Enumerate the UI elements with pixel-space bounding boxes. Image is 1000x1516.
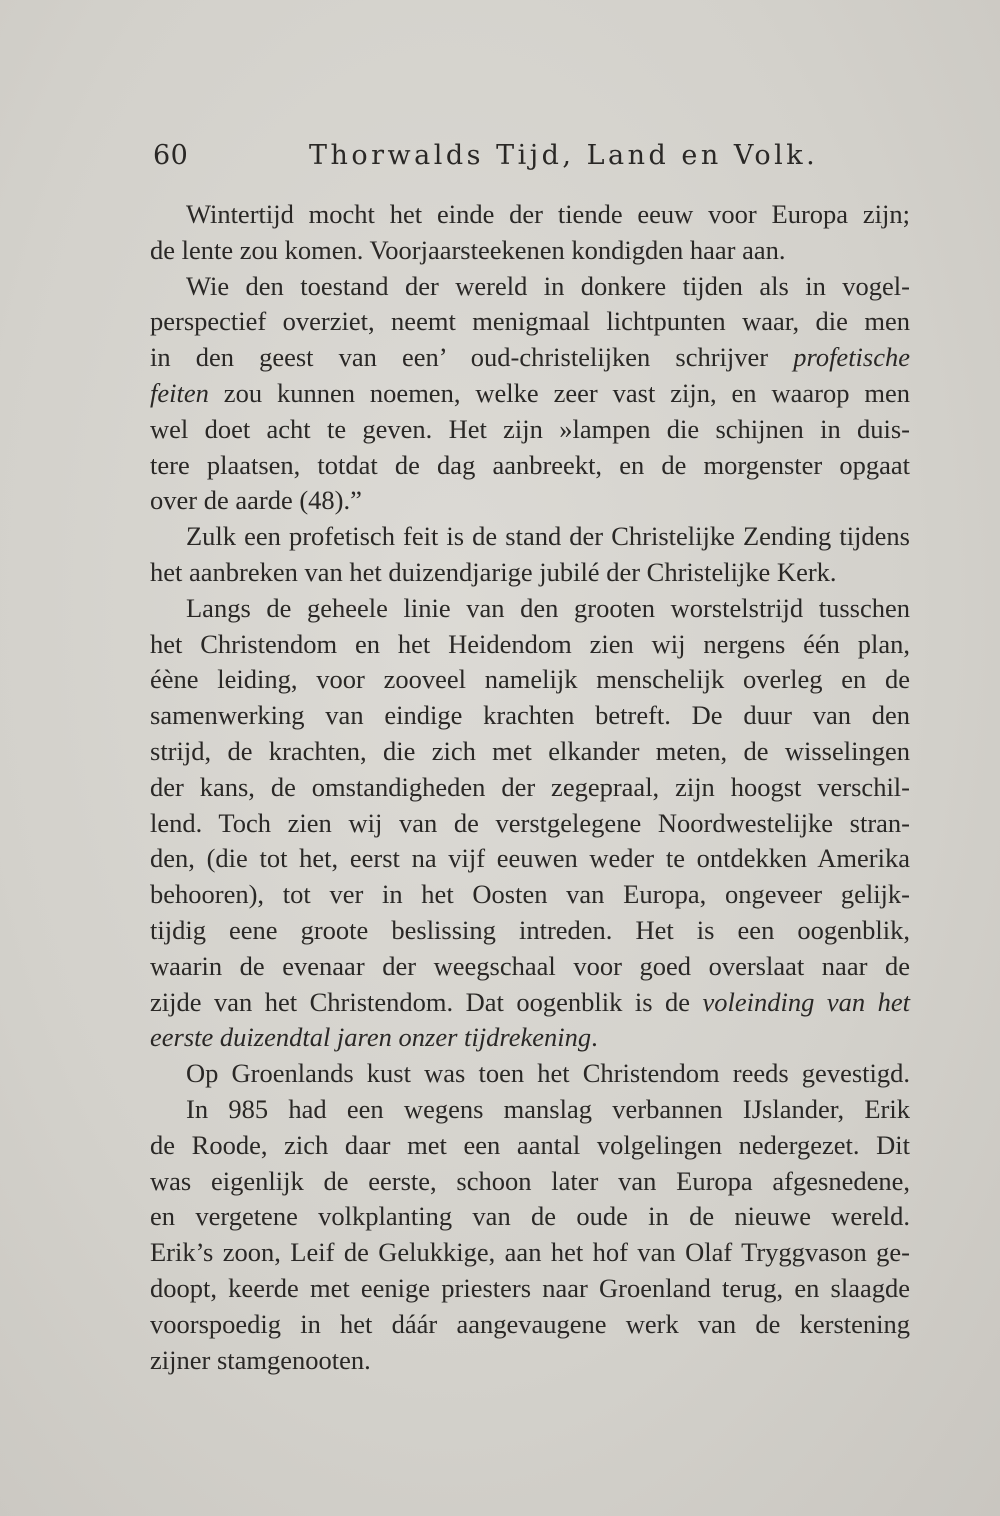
text-line bbox=[150, 1271, 910, 1307]
text-line bbox=[150, 627, 910, 663]
text-line bbox=[150, 877, 910, 913]
running-head: Thorwalds Tijd, Land en Volk. bbox=[309, 140, 819, 171]
text-segment: Erik’s zoon, Leif de Gelukkige, aan het hof van Olaf Tryggvason ge- bbox=[150, 1237, 910, 1268]
text-line bbox=[150, 448, 910, 484]
body-text bbox=[150, 197, 910, 1378]
text-line bbox=[150, 734, 910, 770]
text-line bbox=[150, 1343, 910, 1379]
text-line bbox=[150, 1199, 910, 1235]
text-line bbox=[150, 1164, 910, 1200]
text-segment: wel doet acht te geven. Het zijn »lampen die schijnen in duis- bbox=[150, 413, 910, 444]
text-line bbox=[150, 591, 910, 627]
text-line bbox=[150, 1056, 910, 1092]
text-line bbox=[150, 376, 910, 412]
text-line bbox=[150, 806, 910, 842]
text-line bbox=[150, 913, 910, 949]
text-line bbox=[150, 197, 910, 233]
text-line bbox=[150, 1092, 910, 1128]
text-segment: Op Groenlands kust was toen het Christendom reeds gevestigd. bbox=[186, 1058, 910, 1089]
text-segment: Langs de geheele linie van den grooten worstelstrijd tusschen bbox=[186, 592, 910, 623]
text-line bbox=[150, 304, 910, 340]
text-segment: en vergetene volkplanting van de oude in de nieuwe wereld. bbox=[150, 1201, 910, 1232]
text-segment: was eigenlijk de eerste, schoon later van Europa afgesnedene, bbox=[150, 1165, 910, 1196]
text-segment: strijd, de krachten, die zich met elkander meten, de wisselingen bbox=[150, 735, 910, 766]
text-segment: lend. Toch zien wij van de verstgelegene Noordwestelijke stran- bbox=[150, 807, 910, 838]
text-line bbox=[150, 1020, 910, 1056]
text-line bbox=[150, 483, 910, 519]
text-segment: zijner stamgenooten. bbox=[150, 1344, 371, 1375]
text-line bbox=[150, 985, 910, 1021]
text-segment: tere plaatsen, totdat de dag aanbreekt, en de morgenster opgaat bbox=[150, 449, 910, 480]
text-line bbox=[150, 770, 910, 806]
text-segment: der kans, de omstandigheden der zegepraal, zijn hoogst verschil- bbox=[150, 771, 910, 802]
text-segment: Wintertijd mocht het einde der tiende eeuw voor Europa zijn; bbox=[186, 199, 910, 229]
text-segment: perspectief overziet, neemt menigmaal lichtpunten waar, die men bbox=[150, 306, 910, 337]
text-segment: Zulk een profetisch feit is de stand der Christelijke Zending tijdens bbox=[186, 521, 910, 552]
text-segment: zou kunnen noemen, welke zeer vast zijn, en waarop men bbox=[208, 377, 910, 408]
text-segment: behooren), tot ver in het Oosten van Europa, ongeveer gelijk- bbox=[150, 879, 910, 910]
italic-text: voleinding van het bbox=[702, 986, 911, 1017]
text-line bbox=[150, 949, 910, 985]
text-segment: den, (die tot het, eerst na vijf eeuwen weder te ontdekken Amerika bbox=[150, 843, 910, 874]
text-segment: Wie den toestand der wereld in donkere tijden als in vogel- bbox=[186, 270, 910, 301]
text-line bbox=[150, 519, 910, 555]
text-line bbox=[150, 698, 910, 734]
text-segment: het Christendom en het Heidendom zien wij nergens één plan, bbox=[150, 628, 910, 659]
text-line bbox=[150, 662, 910, 698]
text-segment: het aanbreken van het duizendjarige jubilé der Christelijke Kerk. bbox=[150, 556, 837, 587]
text-segment: In 985 had een wegens manslag verbannen IJslander, Erik bbox=[186, 1093, 910, 1124]
text-segment: de lente zou komen. Voorjaarsteekenen kondigden haar aan. bbox=[150, 234, 786, 265]
text-segment: voorspoedig in het dáár aangevaugene werk van de kerstening bbox=[150, 1308, 910, 1339]
text-segment: samenwerking van eindige krachten betreft. De duur van den bbox=[150, 700, 910, 731]
text-segment: doopt, keerde met eenige priesters naar Groenland terug, en slaagde bbox=[150, 1272, 910, 1303]
page-header bbox=[153, 140, 913, 180]
text-segment: de Roode, zich daar met een aantal volgelingen nedergezet. Dit bbox=[150, 1129, 910, 1160]
text-line bbox=[150, 340, 910, 376]
text-line bbox=[150, 412, 910, 448]
text-segment: in den geest van een’ oud-christelijken schrijver bbox=[150, 342, 794, 373]
text-line bbox=[150, 1307, 910, 1343]
text-segment: . bbox=[591, 1022, 598, 1053]
italic-text: feiten bbox=[150, 377, 209, 408]
text-segment: zijde van het Christendom. Dat oogenblik is de bbox=[150, 986, 703, 1017]
italic-text: profetische bbox=[793, 342, 910, 373]
text-segment: tijdig eene groote beslissing intreden. Het is een oogenblik, bbox=[150, 914, 910, 945]
text-line bbox=[150, 555, 910, 591]
text-segment: éène leiding, voor zooveel namelijk menschelijk overleg en de bbox=[150, 664, 910, 695]
text-line bbox=[150, 269, 910, 305]
page-number: 60 bbox=[153, 140, 189, 171]
text-segment: over de aarde (48).” bbox=[150, 485, 362, 516]
text-line bbox=[150, 1235, 910, 1271]
text-line bbox=[150, 841, 910, 877]
text-line bbox=[150, 1128, 910, 1164]
italic-text: eerste duizendtal jaren onzer tijdrekening bbox=[150, 1022, 592, 1053]
text-segment: waarin de evenaar der weegschaal voor goed overslaat naar de bbox=[150, 950, 910, 981]
text-line bbox=[150, 233, 910, 269]
